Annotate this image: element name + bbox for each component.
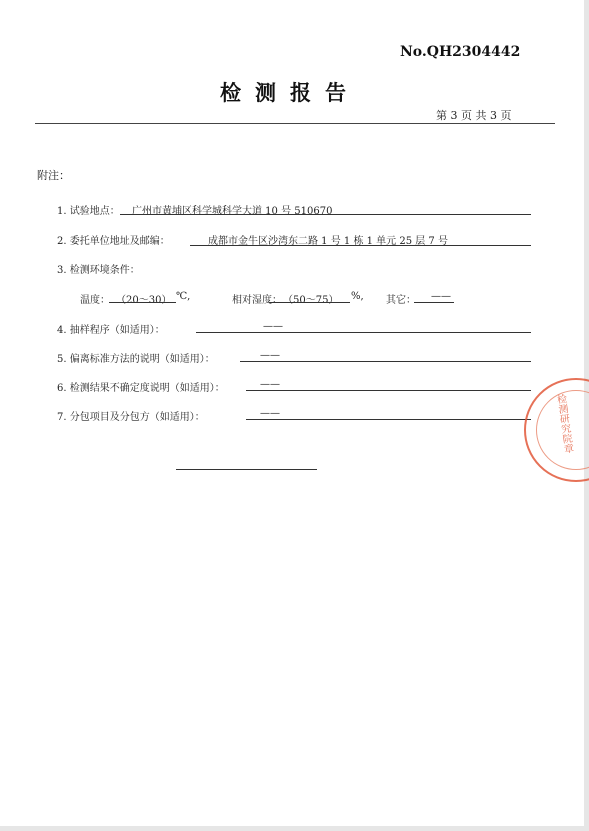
temperature-unit: ℃, (176, 291, 191, 302)
subcontract-label: 7. 分包项目及分包方（如适用）： (57, 412, 205, 423)
sampling-label: 4. 抽样程序（如适用）： (57, 325, 165, 336)
deviation-value: —— (260, 350, 280, 361)
temperature-underline (109, 302, 176, 303)
page-title: 检测报告 (220, 80, 360, 105)
page-count: 第 3 页 共 3 页 (436, 109, 512, 122)
other-value: —— (431, 291, 451, 302)
sampling-value: —— (263, 321, 283, 332)
environment-label: 3. 检测环境条件： (57, 265, 140, 276)
end-line (176, 469, 317, 470)
client-address-value: 成都市金牛区沙湾东二路 1 号 1 栋 1 单元 25 层 7 号 (208, 236, 448, 247)
official-seal (524, 378, 589, 482)
uncertainty-underline (246, 390, 531, 391)
uncertainty-label: 6. 检测结果不确定度说明（如适用）： (57, 383, 225, 394)
humidity-underline (269, 302, 350, 303)
client-address-label: 2. 委托单位地址及邮编： (57, 236, 170, 247)
appendix-label: 附注： (37, 169, 70, 182)
temperature-value: （20～30） (116, 295, 172, 306)
humidity-value: （50～75） (283, 295, 339, 306)
other-underline (414, 302, 454, 303)
other-label: 其它： (386, 295, 416, 306)
deviation-underline (240, 361, 531, 362)
test-location-label: 1. 试验地点： (57, 206, 120, 217)
subcontract-underline (246, 419, 531, 420)
subcontract-value: —— (260, 408, 280, 419)
client-address-underline (190, 245, 531, 246)
uncertainty-value: —— (260, 379, 280, 390)
page-edge-bottom (0, 826, 589, 831)
sampling-underline (196, 332, 531, 333)
test-location-value: 广州市黄埔区科学城科学大道 10 号 510670 (132, 206, 333, 217)
humidity-label: 相对湿度： (232, 295, 282, 306)
deviation-label: 5. 偏离标准方法的说明（如适用）： (57, 354, 215, 365)
seal-text: 检测研究院章 (553, 393, 574, 455)
report-number: No.QH2304442 (400, 44, 521, 60)
temperature-label: 温度： (80, 295, 110, 306)
test-location-underline (120, 214, 531, 215)
humidity-unit: %, (351, 291, 364, 302)
header-rule (35, 123, 555, 124)
